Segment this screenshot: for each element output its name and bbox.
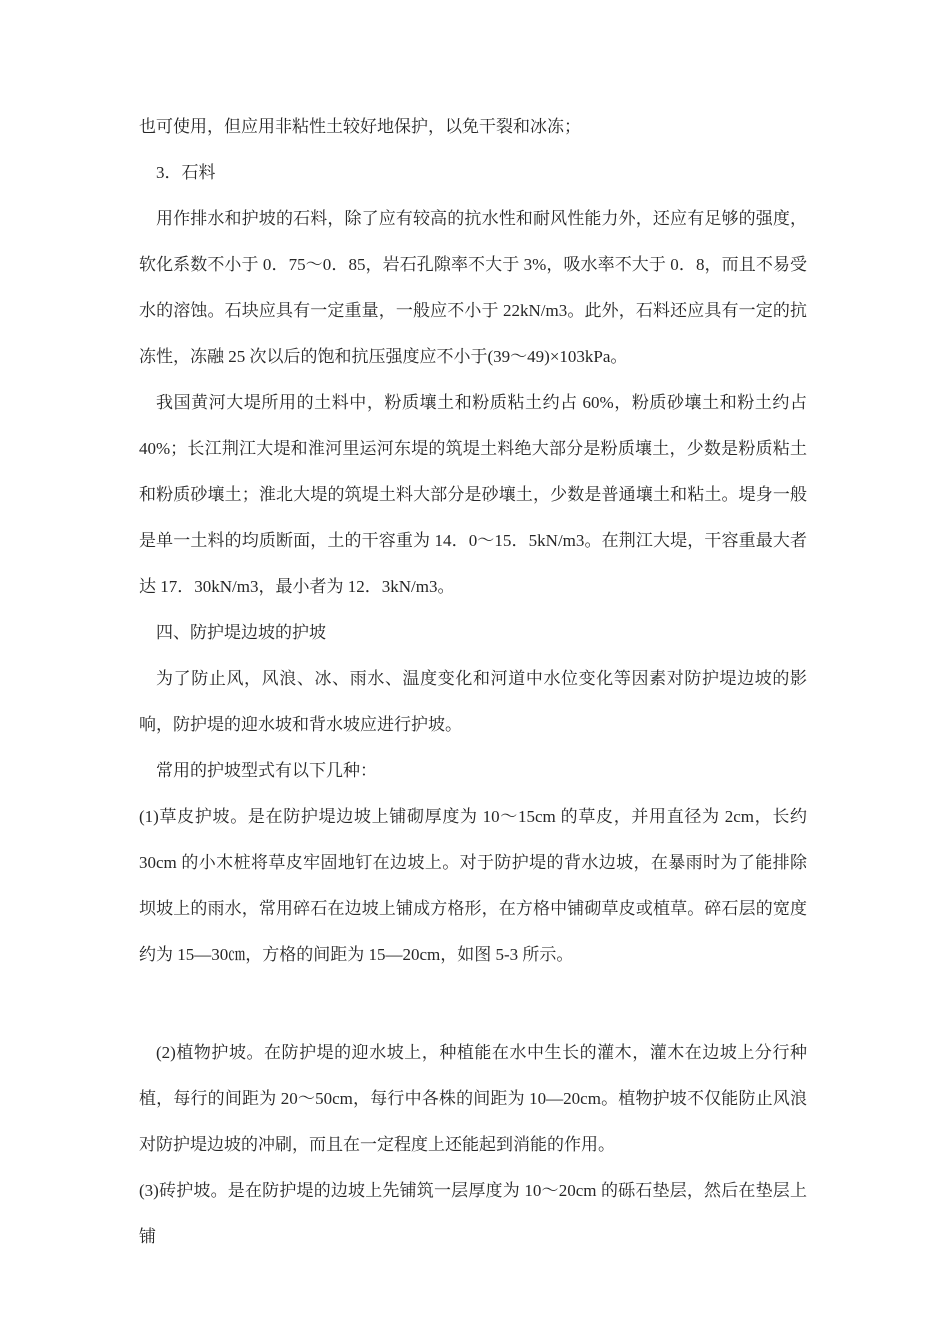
paragraph-soil-statistics: 我国黄河大堤所用的土料中，粉质壤土和粉质粘土约占 60%，粉质砂壤土和粉土约占 40%；长江荆江大堤和淮河里运河东堤的筑堤土料绝大部分是粉质壤土，少数是粉质粘土和粉质砂壤土；淮北大堤的筑堤土料大部分是砂壤土，少数是普通壤土和粘土。堤身一般是单一土料的均质断面，土的干容重为 14．0～15．5kN/m3。在荆江大堤，干容重最大者达 17．30kN/m3，最小者为 12．3kN/m3。 [139,393,807,596]
heading-stone-material: 3．石料 [156,163,216,182]
paragraph-stone-requirements: 用作排水和护坡的石料，除了应有较高的抗水性和耐风性能力外，还应有足够的强度，软化系数不小于 0．75～0．85，岩石孔隙率不大于 3%，吸水率不大于 0．8，而且不易受水的溶蚀。石块应具有一定重量，一般应不小于 22kN/m3。此外，石料还应具有一定的抗冻性，冻融 25 次以后的饱和抗压强度应不小于(39～49)×103kPa。 [139,209,807,366]
paragraph-continuation: 也可使用，但应用非粘性土较好地保护，以免干裂和冰冻； [139,117,581,136]
paragraph-types-intro: 常用的护坡型式有以下几种： [156,761,377,780]
figure-placeholder-gap [139,978,807,1030]
paragraph-grass-slope: (1)草皮护坡。是在防护堤边坡上铺砌厚度为 10～15cm 的草皮，并用直径为 2cm，长约 30cm 的小木桩将草皮牢固地钉在边坡上。对于防护堤的背水边坡，在暴雨时为了能排除坝坡上的雨水，常用碎石在边坡上铺成方格形，在方格中铺砌草皮或植草。碎石层的宽度约为 15—30㎝，方格的间距为 15—20cm，如图 5-3 所示。 [139,807,807,964]
paragraph-plant-slope: (2)植物护坡。在防护堤的迎水坡上，种植能在水中生长的灌木，灌木在边坡上分行种植，每行的间距为 20～50cm，每行中各株的间距为 10—20cm。植物护坡不仅能防止风浪对防护堤边坡的冲刷，而且在一定程度上还能起到消能的作用。 [139,1043,807,1154]
paragraph-protection-reason: 为了防止风，风浪、冰、雨水、温度变化和河道中水位变化等因素对防护堤边坡的影响，防护堤的迎水坡和背水坡应进行护坡。 [139,669,807,734]
paragraph-brick-slope: (3)砖护坡。是在防护堤的边坡上先铺筑一层厚度为 10～20cm 的砾石垫层，然后在垫层上铺 [139,1181,807,1246]
heading-slope-protection: 四、防护堤边坡的护坡 [156,623,326,642]
